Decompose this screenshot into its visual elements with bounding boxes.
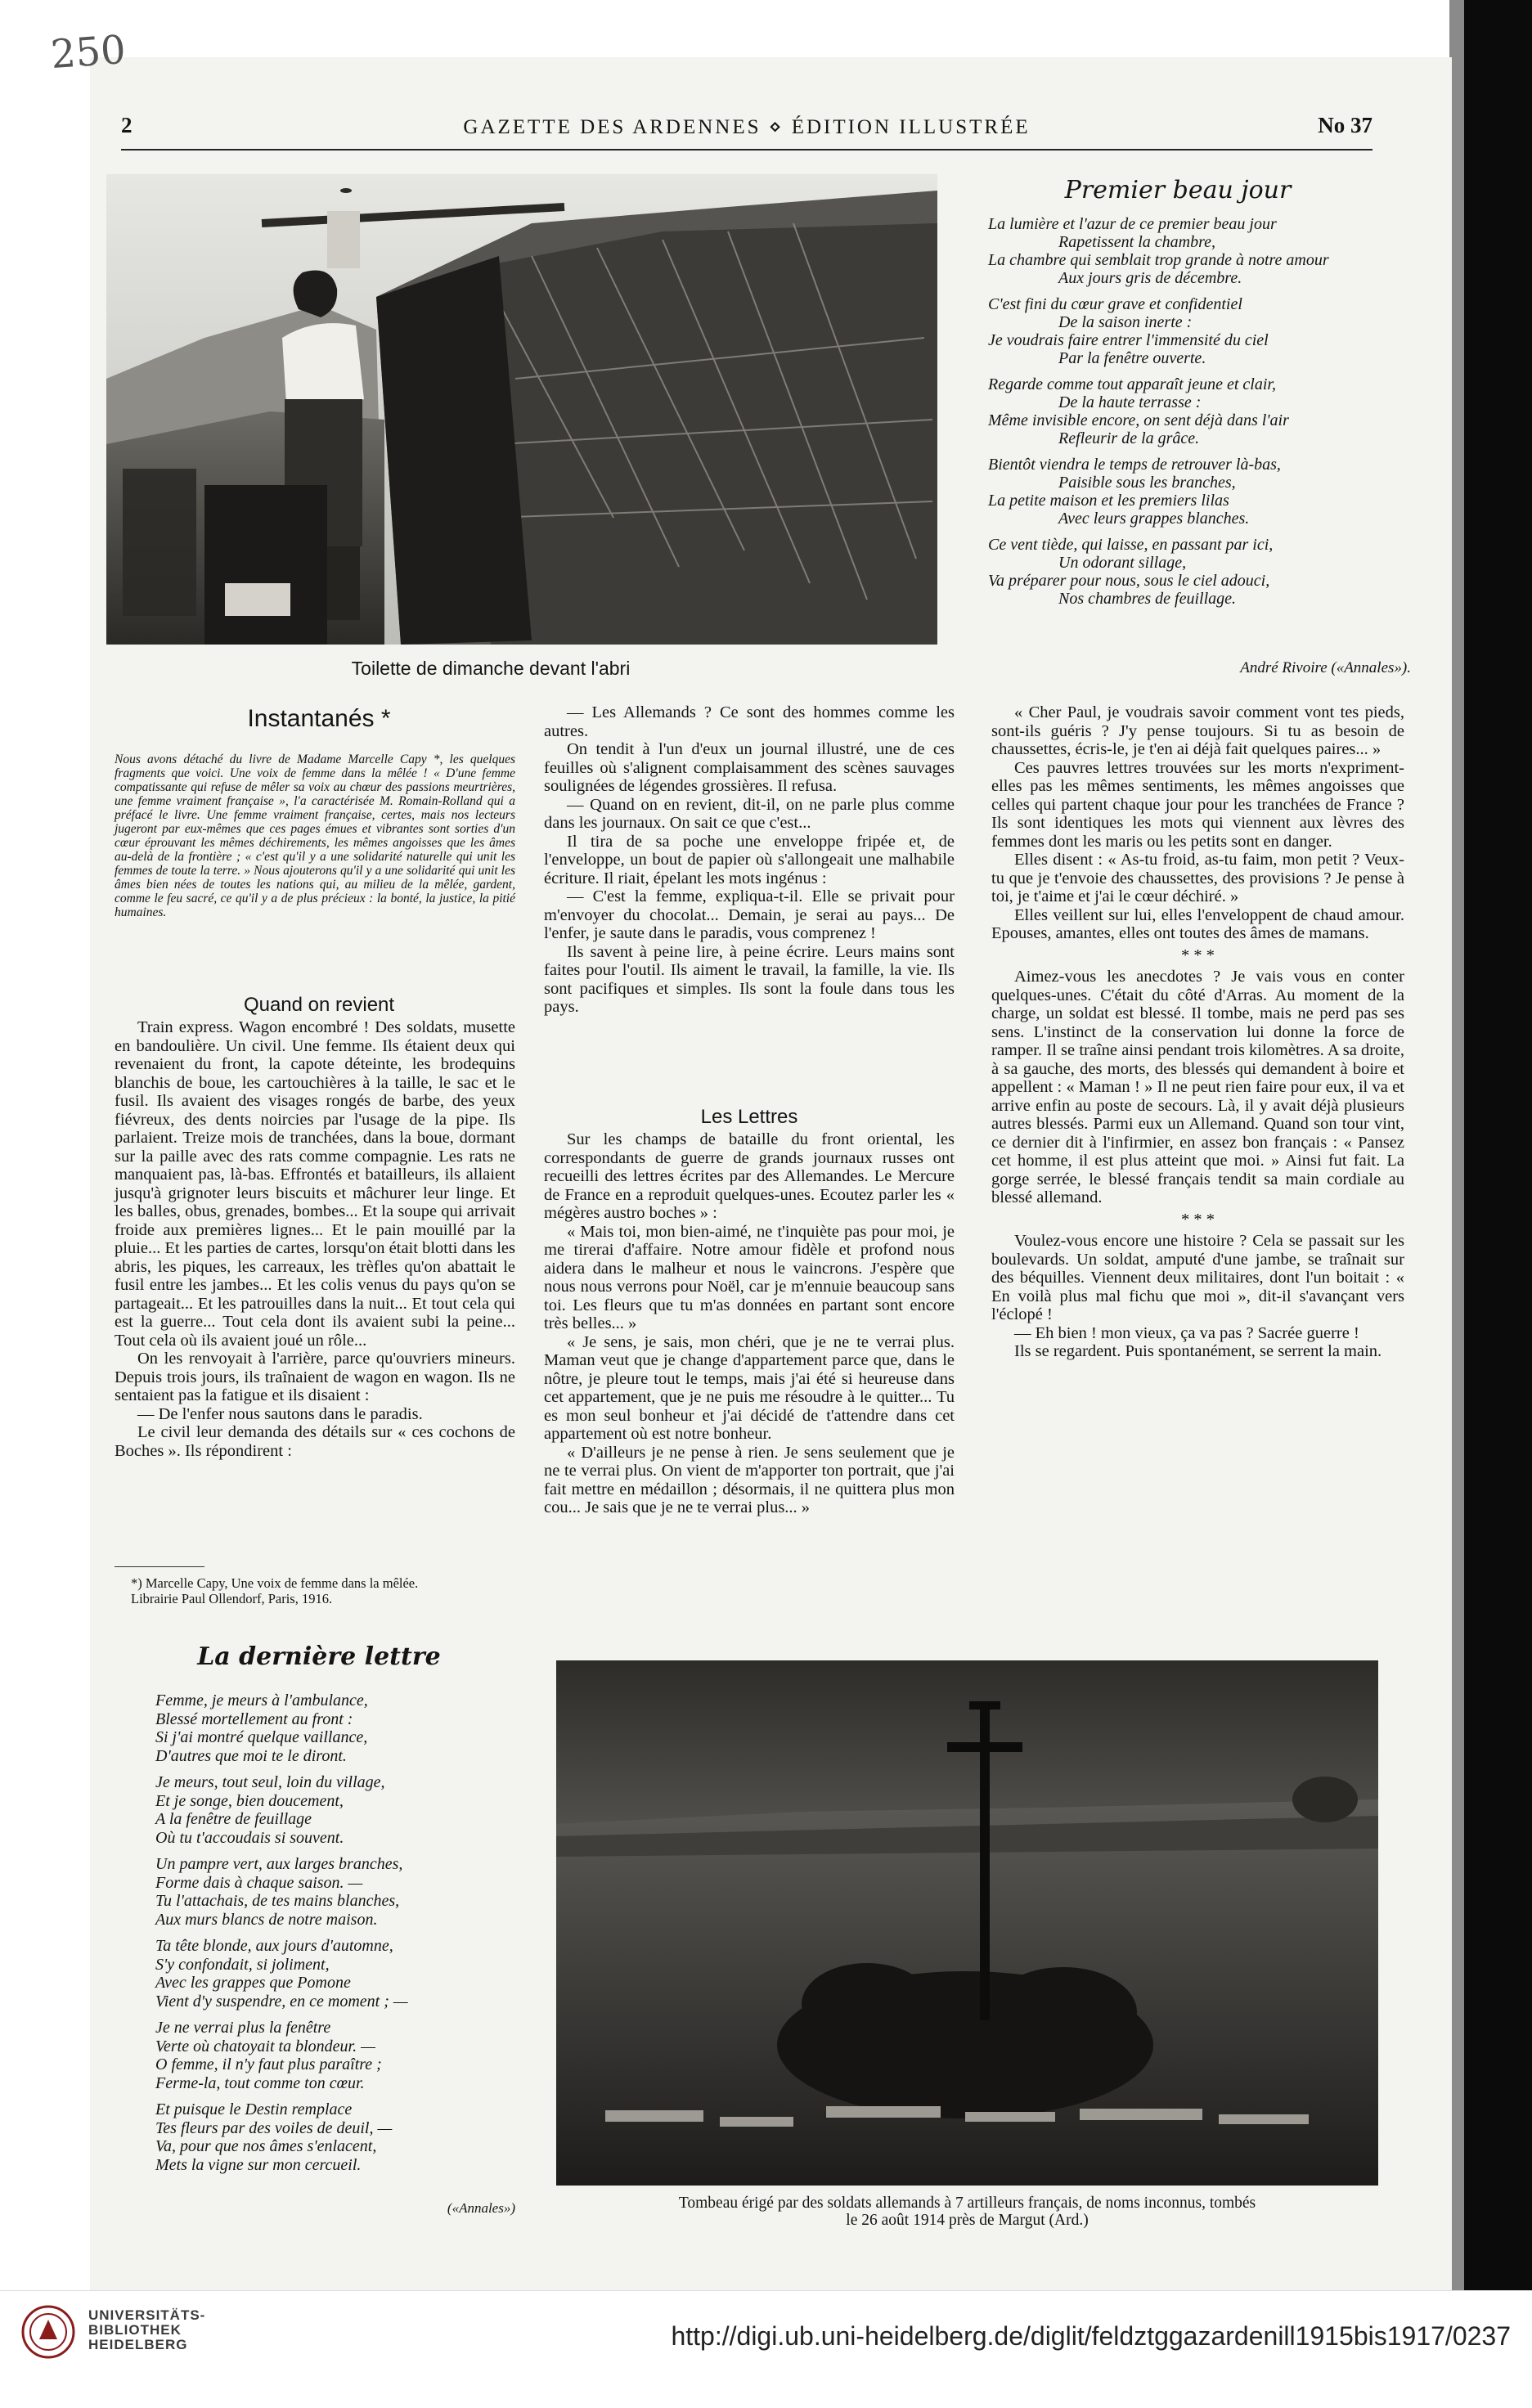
poem-stanza xyxy=(155,1773,532,1847)
paragraph: — Eh bien ! mon vieux, ça va pas ? Sacrée guerre ! xyxy=(1014,1323,1359,1342)
poem-line: Mets la vigne sur mon cercueil. xyxy=(155,2155,362,2174)
page-header xyxy=(121,113,1373,149)
poem-line: D'autres que moi te le diront. xyxy=(155,1746,347,1765)
paragraph: — Les Allemands ? Ce sont des hommes comme les autres. xyxy=(544,703,955,740)
poem-line: Je meurs, tout seul, loin du village, xyxy=(155,1773,385,1791)
poem-line: Et je songe, bien doucement, xyxy=(155,1791,344,1810)
poem-line: Rapetissent la chambre, xyxy=(1058,233,1216,251)
photo-grave-margut xyxy=(556,1660,1378,2186)
paragraph: « Je sens, je sais, mon chéri, que je ne te verrai plus. Maman veut que je change d'appartement parce que, dans le nôtre, je pleure tout le temps, mais j'ai été si heureuse dans cet appartement, que je ne puis me résoudre à le quitter... Tu es mon seul bonheur et j'ai décidé de t'attendre dans cet appartement où est notre bonheur. xyxy=(544,1332,955,1443)
poem-line: Et puisque le Destin remplace xyxy=(155,2100,353,2118)
university-seal-icon xyxy=(21,2305,75,2359)
poem-derniere-lettre-title: La dernière lettre xyxy=(197,1642,441,1671)
caption-line: Tombeau érigé par des soldats allemands à 7 artilleurs français, de noms inconnus, tombés xyxy=(678,2195,1256,2212)
poem-line: S'y confondait, si joliment, xyxy=(155,1955,330,1974)
poem-line: Je ne verrai plus la fenêtre xyxy=(155,2019,331,2037)
poem-stanza xyxy=(988,456,1381,528)
poem-line: Nos chambres de feuillage. xyxy=(1058,590,1237,608)
poem-stanza xyxy=(988,215,1381,287)
middle-column-top xyxy=(544,703,955,1017)
paragraph: On tendit à l'un d'eux un journal illustré, une de ces feuilles où s'alignent complaisamment des scènes sauvages soulignées de légendes grossières. Il refusa. xyxy=(544,740,955,795)
paragraph: — C'est la femme, expliqua-t-il. Elle se privait pour m'envoyer du chocolat... Demain, je serai au pays... De l'enfer, je saute dans le paradis, vous comprenez ! xyxy=(544,887,955,942)
library-name xyxy=(88,2308,205,2352)
poem-line: Je voudrais faire entrer l'immensité du ciel xyxy=(988,331,1269,349)
paragraph: Le civil leur demanda des détails sur « ces cochons de Boches ». Ils répondirent : xyxy=(115,1423,515,1460)
photo-bottom-caption xyxy=(573,2195,1362,2229)
quand-on-revient-title: Quand on revient xyxy=(243,994,395,1016)
right-column xyxy=(991,703,1404,1361)
paragraph: On les renvoyait à l'arrière, parce qu'ouvriers mineurs. Depuis trois jours, ils traînaient de wagon en wagon. Ils ne sentaient pas la fatigue et ils disaient : xyxy=(115,1350,515,1404)
poem-line: Femme, je meurs à l'ambulance, xyxy=(155,1691,368,1709)
poem-line: Refleurir de la grâce. xyxy=(1058,429,1200,447)
paragraph: Il tira de sa poche une enveloppe fripée et, de l'enveloppe, un bout de papier où s'allongeait une malhabile écriture. Il riait, épelant les mots ingénus : xyxy=(544,832,955,887)
paragraph: Elles veillent sur lui, elles l'enveloppent de chaud amour. Epouses, amantes, elles ont toutes des âmes de mamans. xyxy=(991,905,1404,942)
photo-sunday-toilet xyxy=(106,174,937,645)
footnote-line: *) Marcelle Capy, Une voix de femme dans la mêlée. xyxy=(131,1575,419,1591)
poem-left-credit: («Annales») xyxy=(447,2200,515,2216)
poem-line: Forme dais à chaque saison. — xyxy=(155,1873,363,1892)
poem-stanza xyxy=(155,1937,532,2010)
paragraph: Elles disent : « As-tu froid, as-tu faim, mon petit ? Veux-tu que je t'envoie des chaussettes, des provisions ? Je pense à toi, je t'aime et j'ai le cœur déchiré. » xyxy=(991,851,1404,905)
poem-line: De la haute terrasse : xyxy=(1058,393,1202,411)
issue-number: No 37 xyxy=(1318,113,1373,137)
library-name-line: UNIVERSITÄTS- xyxy=(88,2307,206,2323)
source-url-link[interactable]: http://digi.ub.uni-heidelberg.de/diglit/feldztggazardenill1915bis1917/0237 xyxy=(671,2321,1511,2351)
paragraph: Train express. Wagon encombré ! Des soldats, musette en bandoulière. Un civil. Une femme. Ils étaient deux qui revenaient du front, la capote déteinte, les brodequins blanchis de boue, les cartouchières à la taille, le sac et le fusil. Ils avaient des visages rongés de barbe, des yeux fiévreux, des dents noircies par l'usage de la pipe. Ils parlaient. Treize mois de tranchées, dans la boue, dormant sur la paille avec des rats comme compagnie. Les rats ne manquaient pas, là-bas. Effrontés et batailleurs, ils allaient jusqu'à grignoter leurs biscuits et mâchurer leur linge. Et les balles, obus, grenades, bombes... Et la soupe qui arrivait froide aux premières lignes... Et le pain mouillé par la pluie... Et les parties de cartes, lorsqu'on était blotti dans les abris, les piques, les carreaux, les trèfles qu'on abattait le fusil entre les jambes... Et les colis venus du pays qu'on se partageait... Et les patrouilles dans la nuit... Et tout cela qui est la guerre... Tout cela dont ils avaient subi la peine... Tout cela où ils avaient joué un rôle... xyxy=(115,1018,515,1350)
poem-stanza xyxy=(988,536,1381,608)
poem-line: Avec leurs grappes blanches. xyxy=(1058,510,1250,528)
poem-stanza xyxy=(155,1691,532,1765)
poem-line: Ferme-la, tout comme ton cœur. xyxy=(155,2073,365,2092)
poem-line: La lumière et l'azur de ce premier beau jour xyxy=(988,215,1277,233)
photo-top-caption: Toilette de dimanche devant l'abri xyxy=(351,658,631,679)
poem-line: Aux jours gris de décembre. xyxy=(1058,269,1242,287)
poem-line: De la saison inerte : xyxy=(1058,313,1193,331)
footnote-line: Librairie Paul Ollendorf, Paris, 1916. xyxy=(131,1591,333,1606)
poem-stanza xyxy=(155,2019,532,2092)
middle-column-bottom xyxy=(544,1130,955,1517)
header-rule xyxy=(121,149,1373,150)
paragraph: — De l'enfer nous sautons dans le paradis. xyxy=(137,1404,423,1423)
newspaper-title: GAZETTE DES ARDENNES ⋄ ÉDITION ILLUSTRÉE xyxy=(463,116,1031,138)
poem-line: Avec les grappes que Pomone xyxy=(155,1974,351,1992)
footnote-rule xyxy=(115,1566,204,1567)
caption-line: le 26 août 1914 près de Margut (Ard.) xyxy=(846,2212,1089,2229)
poem-premier-beau-jour-title: Premier beau jour xyxy=(1064,176,1292,204)
poem-line: Va, pour que nos âmes s'enlacent, xyxy=(155,2137,377,2155)
paragraph: « D'ailleurs je ne pense à rien. Je sens seulement que je ne te verrai plus. On vient de m'apporter ton portrait, que j'ai fait mettre en médaillon ; désormais, il ne quittera plus mon cou... Je sais que je ne te verrai plus... » xyxy=(544,1443,955,1516)
poem-line: Va préparer pour nous, sous le ciel adouci, xyxy=(988,572,1270,590)
paragraph: — Quand on en revient, dit-il, on ne parle plus comme dans les journaux. On sait ce que c'est... xyxy=(544,795,955,832)
poem-line: Tu l'attachais, de tes mains blanches, xyxy=(155,1892,400,1910)
les-lettres-title: Les Lettres xyxy=(700,1106,798,1128)
paragraph: Aimez-vous les anecdotes ? Je vais vous en conter quelques-unes. C'était du côté d'Arras. Au moment de la charge, un soldat est blessé. Il tombe, mais ne perd pas ses sens. L'instinct de la conservation lui donne la force de ramper. Il se traîne ainsi pendant trois kilomètres. A sa droite, à sa gauche, des morts, des blessés qui demandent à boire et appellent : « Maman ! » Il ne peut rien faire pour eux, il va et arrive enfin au poste de secours. Là, il y avait déjà plusieurs autres blessés. Parmi eux un Allemand. Quand son tour vint, ce dernier dit à l'infirmier, en assez bon français : « Pansez cet homme, il est plus atteint que moi. » Ainsi fut fait. La gorge serrée, le blessé français tendit sa main cordiale au blessé allemand. xyxy=(991,968,1404,1206)
poem-derniere-lettre xyxy=(155,1691,532,2182)
library-name-line: BIBLIOTHEK xyxy=(88,2322,182,2338)
paragraph: Ces pauvres lettres trouvées sur les morts n'expriment-elles pas les mêmes sentiments, les mêmes angoisses que celles qui partent chaque jour pour les tranchées de France ? Ils sont identiques les mots qui viennent aux lèvres des femmes dont les maris ou les petits sont en danger. xyxy=(991,758,1404,851)
library-name-line: HEIDELBERG xyxy=(88,2337,188,2352)
instantanes-body xyxy=(115,1018,515,1460)
poem-line: Un odorant sillage, xyxy=(1058,554,1187,572)
poem-stanza xyxy=(155,2100,532,2174)
poem-line: Un pampre vert, aux larges branches, xyxy=(155,1855,403,1873)
poem-line: Tes fleurs par des voiles de deuil, — xyxy=(155,2118,393,2137)
poem-line: A la fenêtre de feuillage xyxy=(155,1810,312,1828)
instantanes-title: Instantanés * xyxy=(247,705,391,732)
poem-line: Même invisible encore, on sent déjà dans l'air xyxy=(988,411,1289,429)
poem-line: Paisible sous les branches, xyxy=(1058,474,1236,492)
poem-line: Bientôt viendra le temps de retrouver là-bas, xyxy=(988,456,1281,474)
poem-right-credit: André Rivoire («Annales»). xyxy=(1240,659,1411,676)
paragraph: « Cher Paul, je voudrais savoir comment vont tes pieds, sont-ils guéris ? J'y pense toujours. Si tu as besoin de chaussettes, écris-le, je t'en ai déjà fait quelques paires... » xyxy=(991,703,1404,758)
poem-line: O femme, il n'y faut plus paraître ; xyxy=(155,2055,382,2073)
footnote xyxy=(131,1575,523,1606)
poem-line: Regarde comme tout apparaît jeune et clair, xyxy=(988,375,1276,393)
poem-line: Ta tête blonde, aux jours d'automne, xyxy=(155,1937,393,1955)
poem-line: Par la fenêtre ouverte. xyxy=(1058,349,1206,367)
poem-line: C'est fini du cœur grave et confidentiel xyxy=(988,295,1242,313)
poem-stanza xyxy=(155,1855,532,1929)
photo-grave-margut-image xyxy=(556,1660,1378,2186)
section-stars: * * * xyxy=(1181,946,1215,964)
paragraph: Sur les champs de bataille du front oriental, les correspondants de guerre de grands journaux russes ont recueilli des lettres écrites par des Allemandes. Le Mercure de France en a reproduit quelques-unes. Ecoutez parler les « mégères austro boches » : xyxy=(544,1130,955,1222)
poem-stanza xyxy=(988,375,1381,447)
poem-line: Blessé mortellement au front : xyxy=(155,1709,353,1728)
archive-page-ref: 250 xyxy=(49,26,128,79)
scan-dark-edge xyxy=(1464,0,1532,2290)
poem-line: Vient d'y suspendre, en ce moment ; — xyxy=(155,1992,408,2010)
poem-line: Aux murs blancs de notre maison. xyxy=(155,1910,378,1929)
paragraph: Ils savent à peine lire, à peine écrire. Leurs mains sont faites pour l'outil. Ils aiment le travail, la famille, la vie. Ils sont pacifiques et simples. Ils sont la foule dans tous les pays. xyxy=(544,942,955,1016)
poem-line: Verte où chatoyait ta blondeur. — xyxy=(155,2037,375,2055)
poem-line: La petite maison et les premiers lilas xyxy=(988,492,1229,510)
paragraph: Ils se regardent. Puis spontanément, se serrent la main. xyxy=(1014,1342,1382,1360)
photo-sunday-toilet-image xyxy=(106,174,937,645)
poem-line: La chambre qui semblait trop grande à notre amour xyxy=(988,251,1329,269)
paragraph: Voulez-vous encore une histoire ? Cela se passait sur les boulevards. Un soldat, amputé d'une jambe, se traînait sur des béquilles. Viennent deux militaires, dont l'un boitait : « En voilà plus mal fichu que moi », dit-il s'avançant vers l'éclopé ! xyxy=(991,1232,1404,1323)
poem-premier-beau-jour xyxy=(988,215,1381,616)
poem-line: Où tu t'accoudais si souvent. xyxy=(155,1828,344,1847)
poem-line: Ce vent tiède, qui laisse, en passant par ici, xyxy=(988,536,1274,554)
section-stars: * * * xyxy=(1181,1210,1215,1229)
page-number: 2 xyxy=(121,113,133,137)
poem-stanza xyxy=(988,295,1381,367)
paragraph: « Mais toi, mon bien-aimé, ne t'inquiète pas pour moi, je me tirerai d'affaire. Notre amour fidèle et profond nous aidera dans le malheur et nous le vaincrons. J'espère que nous nous verrons pour Noël, car je m'ennuie beaucoup sans toi. Les fleurs que tu m'as données en partant sont encore très belles... » xyxy=(544,1222,955,1332)
instantanes-intro: Nous avons détaché du livre de Madame Marcelle Capy *, les quelques fragments que voici. Une voix de femme dans la mêlée ! « D'une femme compatissante qui refuse de mêler sa voix au chœur des passions meurtrières, une femme vraiment française », l'a caractérisée M. Romain-Rolland qui a préfacé le livre. Une femme vraiment française, certes, mais nos lecteurs jugeront par eux-mêmes que ces pages émues et vibrantes sont sorties d'un cœur éprouvant les mêmes déchirements, les mêmes angoisses que les âmes au-delà de la frontière ; « c'est qu'il y a une solidarité naturelle qui unit les femmes de toute la terre. » Nous ajouterons qu'il y a une solidarité qui unit les âmes bien nées de toutes les nations qui, au milieu de la mêlée, gardent, comme le feu sacré, ce qu'il y a de plus précieux : la bonté, la justice, la pitié humaines. xyxy=(115,752,515,919)
poem-line: Si j'ai montré quelque vaillance, xyxy=(155,1728,368,1746)
